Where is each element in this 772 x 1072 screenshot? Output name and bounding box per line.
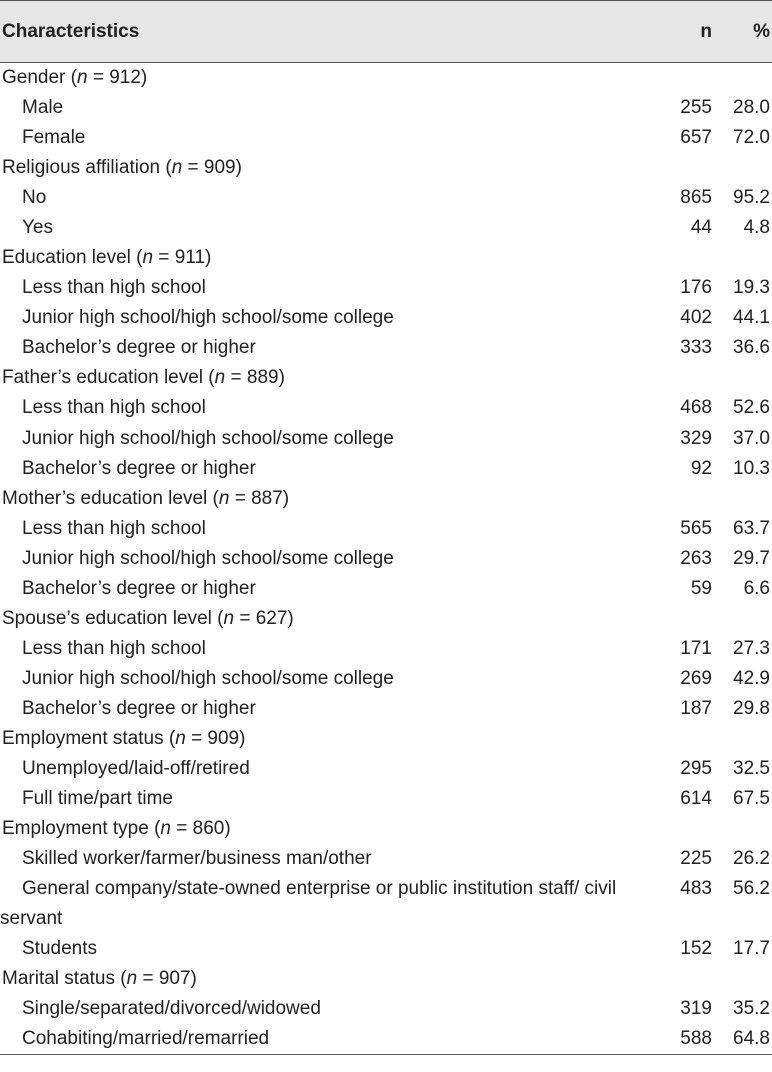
row-percent: 44.1	[733, 307, 770, 329]
row-count: 588	[660, 1024, 714, 1055]
row-count: 269	[680, 667, 712, 689]
table-row	[0, 213, 772, 243]
group-n-variable: n	[142, 247, 154, 269]
row-percent: 10.3	[733, 457, 770, 479]
group-header-row	[0, 63, 772, 94]
row-percent: 19.3	[733, 277, 770, 299]
group-n-value: = 907)	[137, 968, 197, 990]
row-count: 295	[680, 758, 712, 780]
group-title	[0, 484, 772, 514]
row-percent: 52.6	[733, 397, 770, 419]
table-row	[0, 454, 772, 484]
row-count: 319	[680, 998, 712, 1020]
row-label: Male	[22, 97, 64, 119]
group-n-value: = 909)	[182, 157, 242, 179]
header-percent: %	[714, 1, 772, 63]
group-n-prefix: (	[211, 607, 224, 629]
table-row	[0, 393, 772, 423]
group-n-variable: n	[160, 818, 171, 840]
row-label: General company/state-owned enterprise or public institution staff/ civil servant	[0, 878, 617, 930]
group-n-prefix: (	[65, 67, 77, 88]
group-n-value: = 889)	[225, 367, 285, 389]
row-label: Junior high school/high school/some college	[22, 667, 394, 689]
group-n-value: = 860)	[170, 818, 231, 840]
group-title-text: Gender	[2, 67, 66, 88]
row-count: 329	[680, 427, 712, 449]
group-n-variable: n	[126, 968, 138, 990]
row-label: Less than high school	[22, 637, 206, 659]
group-header-row	[0, 153, 772, 183]
header-n: n	[660, 1, 714, 63]
row-count: 171	[680, 637, 712, 659]
group-n-prefix: (	[160, 157, 172, 179]
row-count: 402	[680, 307, 712, 329]
row-label: Skilled worker/farmer/business man/other	[22, 848, 372, 870]
row-count: 614	[680, 788, 712, 810]
row-count: 333	[680, 337, 712, 359]
row-label: Students	[22, 938, 97, 960]
row-percent: 63.7	[733, 517, 770, 539]
row-percent: 56.2	[733, 878, 770, 900]
group-title-text: Employment status	[2, 728, 164, 749]
row-percent: 28.0	[733, 97, 770, 119]
group-header-row	[0, 363, 772, 393]
table-row	[0, 514, 772, 544]
row-label: Full time/part time	[22, 788, 173, 810]
row-percent: 6.6	[743, 577, 770, 599]
group-title	[0, 604, 772, 634]
row-percent: 26.2	[733, 848, 770, 870]
row-count: 263	[680, 547, 712, 569]
group-title-text: Religious affiliation	[2, 157, 161, 179]
table-row	[0, 634, 772, 664]
table-row	[0, 994, 772, 1024]
group-header-row	[0, 484, 772, 514]
table-row	[0, 183, 772, 213]
group-title	[0, 243, 772, 273]
group-n-prefix: (	[207, 487, 219, 509]
group-n-variable: n	[214, 367, 226, 389]
table-row	[0, 424, 772, 454]
row-label: Unemployed/laid-off/retired	[22, 758, 250, 780]
row-percent: 72.0	[733, 127, 770, 149]
table-row	[0, 784, 772, 814]
header-characteristics: Characteristics	[0, 1, 660, 63]
row-percent: 32.5	[733, 758, 770, 780]
row-count: 483	[680, 878, 712, 900]
row-percent: 4.8	[743, 217, 770, 239]
group-n-variable: n	[175, 728, 186, 749]
group-title-text: Father’s education level	[2, 367, 204, 389]
group-n-prefix: (	[114, 968, 127, 990]
row-label: Female	[22, 127, 86, 149]
row-label: Less than high school	[22, 517, 206, 539]
group-n-variable: n	[171, 157, 183, 179]
group-title	[0, 363, 772, 393]
group-n-variable: n	[223, 607, 235, 629]
row-label: Bachelor’s degree or higher	[22, 577, 256, 599]
table-row	[0, 93, 772, 123]
group-n-variable: n	[218, 487, 230, 509]
row-count: 176	[680, 277, 712, 299]
table-row	[0, 123, 772, 153]
table-row	[0, 303, 772, 333]
row-percent: 29.8	[733, 697, 770, 719]
row-count: 255	[680, 97, 712, 119]
row-count: 92	[690, 457, 712, 479]
group-title	[0, 814, 772, 844]
row-label: Junior high school/high school/some college	[22, 547, 394, 569]
group-title	[0, 724, 772, 754]
group-n-value: = 627)	[234, 607, 294, 629]
table-row	[0, 694, 772, 724]
row-label: Bachelor’s degree or higher	[22, 457, 256, 479]
table-row	[0, 754, 772, 784]
group-n-value: = 911)	[153, 247, 212, 269]
row-percent: 42.9	[733, 667, 770, 689]
group-n-value: = 909)	[185, 728, 246, 749]
group-n-variable: n	[76, 67, 88, 88]
row-label: Less than high school	[22, 397, 206, 419]
table-row	[0, 273, 772, 303]
table-row	[0, 934, 772, 964]
row-label: Single/separated/divorced/widowed	[22, 998, 321, 1020]
row-count: 657	[680, 127, 712, 149]
group-n-value: = 912)	[87, 67, 148, 88]
row-count: 865	[680, 187, 712, 209]
row-label: Bachelor’s degree or higher	[22, 337, 256, 359]
row-count: 44	[690, 217, 712, 239]
row-label: No	[22, 187, 47, 209]
group-header-row	[0, 604, 772, 634]
table-row	[0, 844, 772, 874]
row-count: 468	[680, 397, 712, 419]
group-title-text: Education level	[2, 247, 131, 269]
row-count: 225	[680, 848, 712, 870]
group-title	[0, 153, 772, 183]
row-count: 59	[690, 577, 712, 599]
row-label: Yes	[22, 217, 53, 239]
group-title	[0, 964, 772, 994]
group-n-prefix: (	[203, 367, 215, 389]
row-percent: 17.7	[733, 938, 770, 960]
group-header-row	[0, 243, 772, 273]
table-row	[0, 333, 772, 363]
row-percent: 64.8	[714, 1024, 772, 1055]
row-count: 187	[680, 697, 712, 719]
row-label: Junior high school/high school/some college	[22, 427, 394, 449]
group-header-row	[0, 814, 772, 844]
row-percent: 29.7	[733, 547, 770, 569]
group-header-row	[0, 724, 772, 754]
table-body	[0, 63, 772, 1055]
group-title-text: Employment type	[2, 818, 149, 840]
row-percent: 27.3	[733, 637, 770, 659]
row-count: 565	[680, 517, 712, 539]
row-label: Junior high school/high school/some college	[22, 307, 394, 329]
table-row	[0, 874, 772, 934]
group-n-value: = 887)	[229, 487, 290, 509]
table-row	[0, 544, 772, 574]
table-row	[0, 574, 772, 604]
group-title-text: Marital status	[2, 968, 115, 990]
group-n-prefix: (	[130, 247, 143, 269]
group-n-prefix: (	[148, 818, 161, 840]
row-percent: 37.0	[733, 427, 770, 449]
row-label: Cohabiting/married/remarried	[0, 1024, 660, 1055]
row-percent: 35.2	[733, 998, 770, 1020]
row-label: Less than high school	[22, 277, 206, 299]
group-title-text: Spouse’s education level	[2, 607, 212, 629]
group-title	[0, 63, 772, 94]
row-percent: 95.2	[733, 187, 770, 209]
group-header-row	[0, 964, 772, 994]
row-percent: 67.5	[733, 788, 770, 810]
group-title-text: Mother’s education level	[2, 487, 208, 509]
table-header-row	[0, 1, 772, 63]
row-label: Bachelor’s degree or higher	[22, 697, 256, 719]
row-count: 152	[680, 938, 712, 960]
group-n-prefix: (	[163, 728, 176, 749]
row-percent: 36.6	[733, 337, 770, 359]
table-row	[0, 664, 772, 694]
table-row	[0, 1024, 772, 1055]
